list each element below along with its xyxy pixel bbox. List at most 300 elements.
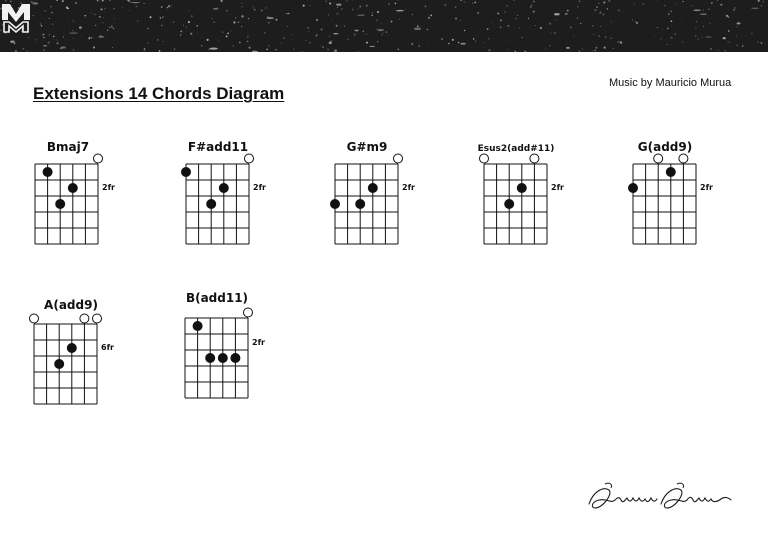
banner-speck <box>341 46 342 47</box>
banner-speck <box>577 6 579 8</box>
banner-speck <box>369 46 375 47</box>
banner-speck <box>93 47 95 49</box>
banner-speck <box>427 41 428 42</box>
banner-speck <box>419 45 420 46</box>
banner-speck <box>372 12 373 13</box>
chord-diagram-g-add9 <box>633 138 733 248</box>
banner-speck <box>359 5 361 7</box>
banner-speck <box>275 19 277 21</box>
banner-speck <box>213 8 219 9</box>
banner-speck <box>329 2 331 4</box>
banner-speck <box>247 36 249 38</box>
banner-speck <box>698 39 699 40</box>
banner-speck <box>709 23 710 24</box>
finger-dot <box>330 199 340 209</box>
banner-speck <box>463 1 465 3</box>
banner-speck <box>566 47 570 49</box>
banner-speck <box>329 42 332 45</box>
banner-speck <box>662 29 663 30</box>
banner-speck <box>464 30 465 31</box>
banner-speck <box>226 35 228 37</box>
chord-name: F#add11 <box>187 140 249 154</box>
banner-speck <box>344 26 345 27</box>
banner-speck <box>202 37 203 38</box>
banner-speck <box>371 15 372 16</box>
banner-speck <box>483 2 484 3</box>
banner-speck <box>73 38 74 39</box>
banner-speck <box>530 6 531 7</box>
banner-speck <box>394 9 395 10</box>
banner-speck <box>445 4 447 6</box>
banner-speck <box>660 38 661 39</box>
banner-speck <box>703 26 704 27</box>
banner-speck <box>758 0 760 2</box>
banner-speck <box>84 15 86 17</box>
banner-speck <box>728 16 729 17</box>
banner-speck <box>326 1 327 2</box>
banner-speck <box>265 7 266 8</box>
banner-speck <box>573 35 574 36</box>
banner-speck <box>600 11 602 13</box>
banner-speck <box>519 28 520 29</box>
banner-speck <box>593 34 594 35</box>
banner-speck <box>309 5 310 6</box>
banner-speck <box>104 11 105 12</box>
chord-diagram-gsharp-m9 <box>335 138 435 248</box>
banner-speck <box>218 40 219 41</box>
banner-speck <box>103 22 104 23</box>
banner-speck <box>567 10 569 12</box>
banner-speck <box>352 0 353 1</box>
banner-speck <box>222 32 223 33</box>
banner-speck <box>239 42 240 43</box>
banner-speck <box>376 19 378 21</box>
banner-speck <box>362 31 364 33</box>
banner-speck <box>10 41 15 43</box>
open-string-marker <box>394 154 403 163</box>
banner-speck <box>693 9 701 11</box>
banner-speck <box>49 18 50 19</box>
music-credit: Music by Mauricio Murua <box>609 77 732 89</box>
finger-dot <box>368 183 378 193</box>
open-string-marker <box>654 154 663 163</box>
banner-speck <box>241 15 243 17</box>
finger-dot <box>193 321 203 331</box>
banner-speck <box>508 25 510 27</box>
banner-speck <box>241 3 242 4</box>
banner-speck <box>397 0 398 1</box>
banner-speck <box>61 46 65 48</box>
banner-speck <box>316 34 318 36</box>
banner-speck <box>736 45 737 46</box>
finger-dot <box>517 183 527 193</box>
banner-speck <box>761 42 763 44</box>
banner-speck <box>517 15 518 16</box>
fret-position-label: 2fr <box>252 338 265 347</box>
banner-speck <box>448 43 449 44</box>
banner-speck <box>231 31 232 32</box>
open-string-marker <box>244 308 253 317</box>
banner-speck <box>609 0 610 1</box>
banner-speck <box>507 25 508 26</box>
finger-dot <box>181 167 191 177</box>
banner-speck <box>524 51 526 52</box>
banner-speck <box>53 36 55 38</box>
banner-speck <box>383 29 384 30</box>
banner-speck <box>140 2 141 3</box>
banner-speck <box>728 30 730 32</box>
banner-speck <box>109 27 114 28</box>
banner-speck <box>656 0 657 1</box>
banner-speck <box>337 7 338 8</box>
banner-speck <box>242 6 243 7</box>
banner-speck <box>477 12 479 14</box>
open-string-marker <box>94 154 103 163</box>
banner-speck <box>671 20 673 22</box>
banner-speck <box>68 18 69 19</box>
banner-speck <box>167 7 168 8</box>
banner-speck <box>729 41 730 42</box>
banner-speck <box>617 41 619 43</box>
banner-speck <box>32 2 38 4</box>
banner-speck <box>761 5 762 6</box>
banner-speck <box>28 37 29 38</box>
banner-speck <box>161 25 163 27</box>
banner-speck <box>381 34 382 35</box>
banner-speck <box>100 35 102 37</box>
banner-speck <box>88 37 90 39</box>
banner-speck <box>233 21 235 23</box>
banner-speck <box>129 1 131 3</box>
banner-speck <box>212 18 213 19</box>
banner-speck <box>174 49 175 50</box>
banner-speck <box>94 14 96 16</box>
banner-speck <box>726 15 728 17</box>
banner-speck <box>411 43 413 45</box>
banner-speck <box>75 2 77 4</box>
banner-speck <box>723 37 726 39</box>
banner-speck <box>91 10 92 11</box>
banner-speck <box>506 5 508 7</box>
banner-speck <box>144 48 145 49</box>
banner-speck <box>111 25 112 26</box>
banner-speck <box>398 49 400 51</box>
banner-speck <box>268 22 269 23</box>
banner-speck <box>122 7 123 8</box>
banner-speck <box>214 22 215 23</box>
banner-speck <box>634 3 635 4</box>
open-string-marker <box>93 314 102 323</box>
fret-position-label: 6fr <box>101 343 114 352</box>
banner-speck <box>43 37 45 39</box>
banner-speck <box>708 8 710 10</box>
finger-dot <box>218 353 228 363</box>
banner-speck <box>763 1 764 2</box>
banner-speck <box>208 50 209 51</box>
banner-speck <box>42 34 44 36</box>
banner-speck <box>592 50 593 51</box>
banner-speck <box>671 25 672 26</box>
banner-speck <box>316 19 318 21</box>
banner-speck <box>605 37 606 38</box>
banner-speck <box>377 29 383 31</box>
banner-speck <box>33 15 34 16</box>
banner-speck <box>405 9 406 10</box>
fret-position-label: 2fr <box>402 183 415 192</box>
banner-speck <box>598 3 599 4</box>
banner-speck <box>73 20 74 21</box>
banner-speck <box>668 14 669 15</box>
banner-speck <box>460 0 462 1</box>
banner-speck <box>712 2 713 3</box>
banner-speck <box>332 20 333 21</box>
banner-speck <box>188 21 190 23</box>
banner-speck <box>286 13 290 14</box>
banner-speck <box>97 0 99 1</box>
banner-speck <box>602 13 604 15</box>
banner-speck <box>577 18 578 19</box>
banner-speck <box>22 48 24 50</box>
banner-speck <box>80 35 81 36</box>
finger-dot <box>666 167 676 177</box>
banner-speck <box>160 17 161 18</box>
banner-speck <box>664 5 665 6</box>
banner-speck <box>327 49 329 51</box>
banner-speck <box>261 10 263 12</box>
banner-speck <box>56 0 58 1</box>
banner-speck <box>554 13 560 16</box>
banner-speck <box>457 36 458 37</box>
banner-speck <box>321 28 323 30</box>
banner-speck <box>183 25 184 26</box>
banner-speck <box>414 28 421 31</box>
banner-speck <box>667 28 668 29</box>
banner-speck <box>428 17 430 19</box>
banner-speck <box>109 0 111 1</box>
banner-speck <box>497 13 499 15</box>
banner-speck <box>758 41 759 42</box>
banner-speck <box>412 14 413 15</box>
banner-speck <box>186 27 187 28</box>
banner-speck <box>113 8 114 9</box>
banner-speck <box>253 7 254 8</box>
banner-speck <box>705 36 711 37</box>
banner-speck <box>305 40 306 41</box>
banner-speck <box>460 43 465 45</box>
banner-speck <box>381 23 382 24</box>
banner-speck <box>207 39 209 41</box>
banner-speck <box>474 2 476 4</box>
banner-speck <box>488 38 490 40</box>
banner-speck <box>540 28 541 29</box>
banner-speck <box>341 8 342 9</box>
m-monogram-icon <box>0 0 32 34</box>
banner-speck <box>565 13 568 15</box>
banner-speck <box>73 49 75 51</box>
banner-speck <box>48 42 50 44</box>
banner-speck <box>50 6 52 8</box>
banner-speck <box>320 46 321 47</box>
banner-speck <box>348 39 349 40</box>
banner-speck <box>667 12 668 13</box>
banner-speck <box>736 36 737 37</box>
banner-speck <box>293 49 294 50</box>
banner-speck <box>190 33 192 35</box>
banner-speck <box>579 50 581 52</box>
banner-speck <box>635 21 636 22</box>
banner-speck <box>702 37 703 38</box>
banner-speck <box>275 49 277 51</box>
banner-speck <box>472 3 473 4</box>
banner-speck <box>533 0 535 2</box>
chord-name: B(add11) <box>185 291 249 305</box>
banner-speck <box>283 37 285 39</box>
banner-speck <box>99 16 101 18</box>
banner-speck <box>550 33 551 34</box>
banner-speck <box>632 19 633 20</box>
finger-dot <box>230 353 240 363</box>
banner-speck <box>509 41 510 42</box>
header-banner <box>0 0 768 52</box>
banner-speck <box>91 13 92 14</box>
banner-speck <box>425 6 427 8</box>
banner-speck <box>43 49 44 50</box>
banner-speck <box>674 34 675 35</box>
banner-speck <box>247 40 249 42</box>
banner-speck <box>180 30 182 32</box>
banner-speck <box>281 43 282 44</box>
banner-speck <box>333 33 338 35</box>
banner-speck <box>377 41 378 42</box>
banner-speck <box>112 47 113 48</box>
banner-speck <box>545 48 546 49</box>
banner-speck <box>395 3 397 5</box>
chord-diagram-fsharp-add11 <box>186 138 286 248</box>
banner-speck <box>488 49 490 51</box>
banner-speck <box>607 8 609 10</box>
banner-speck <box>144 49 146 51</box>
banner-speck <box>173 21 175 23</box>
open-string-marker <box>679 154 688 163</box>
banner-speck <box>594 9 596 11</box>
banner-speck <box>267 6 268 7</box>
chord-diagram-esus2-add-sharp11 <box>477 138 584 248</box>
banner-speck <box>417 25 419 27</box>
banner-speck <box>751 33 752 34</box>
banner-speck <box>161 6 163 8</box>
banner-speck <box>163 41 164 42</box>
banner-speck <box>742 45 743 46</box>
banner-speck <box>334 50 337 52</box>
banner-speck <box>40 23 41 24</box>
banner-speck <box>358 9 359 10</box>
banner-speck <box>676 4 677 5</box>
banner-speck <box>252 5 253 6</box>
chord-name: A(add9) <box>44 298 98 312</box>
banner-speck <box>484 42 485 43</box>
banner-speck <box>682 1 683 2</box>
finger-dot <box>205 353 215 363</box>
banner-speck <box>613 48 614 49</box>
banner-speck <box>131 2 140 3</box>
chord-name: G(add9) <box>637 140 693 154</box>
banner-speck <box>43 45 47 47</box>
banner-speck <box>600 26 601 27</box>
banner-speck <box>114 18 115 19</box>
banner-speck <box>14 43 16 45</box>
banner-speck <box>695 27 696 28</box>
banner-speck <box>52 23 54 25</box>
banner-speck <box>15 50 17 52</box>
banner-speck <box>248 18 249 19</box>
chord-diagram-bmaj7 <box>35 138 135 248</box>
finger-dot <box>504 199 514 209</box>
banner-speck <box>168 5 170 7</box>
banner-speck <box>655 36 656 37</box>
banner-speck <box>238 22 239 23</box>
banner-speck <box>657 27 658 28</box>
banner-speck <box>475 41 476 42</box>
banner-speck <box>252 51 258 52</box>
banner-speck <box>79 26 82 28</box>
banner-speck <box>720 4 722 6</box>
banner-speck <box>399 19 400 20</box>
banner-speck <box>736 26 737 27</box>
banner-speck <box>695 35 696 36</box>
banner-speck <box>95 25 96 26</box>
banner-speck <box>189 10 190 11</box>
banner-speck <box>90 37 91 38</box>
banner-speck <box>377 11 379 13</box>
finger-dot <box>54 359 64 369</box>
banner-speck <box>241 26 242 27</box>
banner-speck <box>328 15 329 16</box>
banner-speck <box>196 25 197 26</box>
banner-speck <box>734 7 735 8</box>
banner-speck <box>554 32 556 34</box>
fret-position-label: 2fr <box>102 183 115 192</box>
banner-speck <box>610 37 612 39</box>
banner-speck <box>45 10 46 11</box>
banner-speck <box>556 20 557 21</box>
banner-speck <box>528 18 529 19</box>
banner-speck <box>113 28 114 29</box>
banner-speck <box>388 3 390 5</box>
banner-speck <box>717 0 718 1</box>
banner-speck <box>159 50 161 52</box>
open-string-marker <box>80 314 89 323</box>
banner-speck <box>358 51 359 52</box>
finger-dot <box>206 199 216 209</box>
banner-speck <box>201 45 203 47</box>
banner-speck <box>62 0 64 2</box>
banner-speck <box>162 16 164 18</box>
chord-diagram-a-add9 <box>34 296 134 406</box>
banner-speck <box>57 43 58 44</box>
banner-speck <box>235 17 236 18</box>
finger-dot <box>628 183 638 193</box>
banner-speck <box>336 13 338 15</box>
banner-speck <box>170 8 171 9</box>
banner-speck <box>366 42 368 44</box>
banner-speck <box>49 34 50 35</box>
banner-speck <box>595 47 597 49</box>
banner-speck <box>611 21 612 22</box>
fret-position-label: 2fr <box>551 183 564 192</box>
banner-texture <box>0 0 768 52</box>
banner-speck <box>197 32 198 33</box>
banner-speck <box>596 6 598 8</box>
